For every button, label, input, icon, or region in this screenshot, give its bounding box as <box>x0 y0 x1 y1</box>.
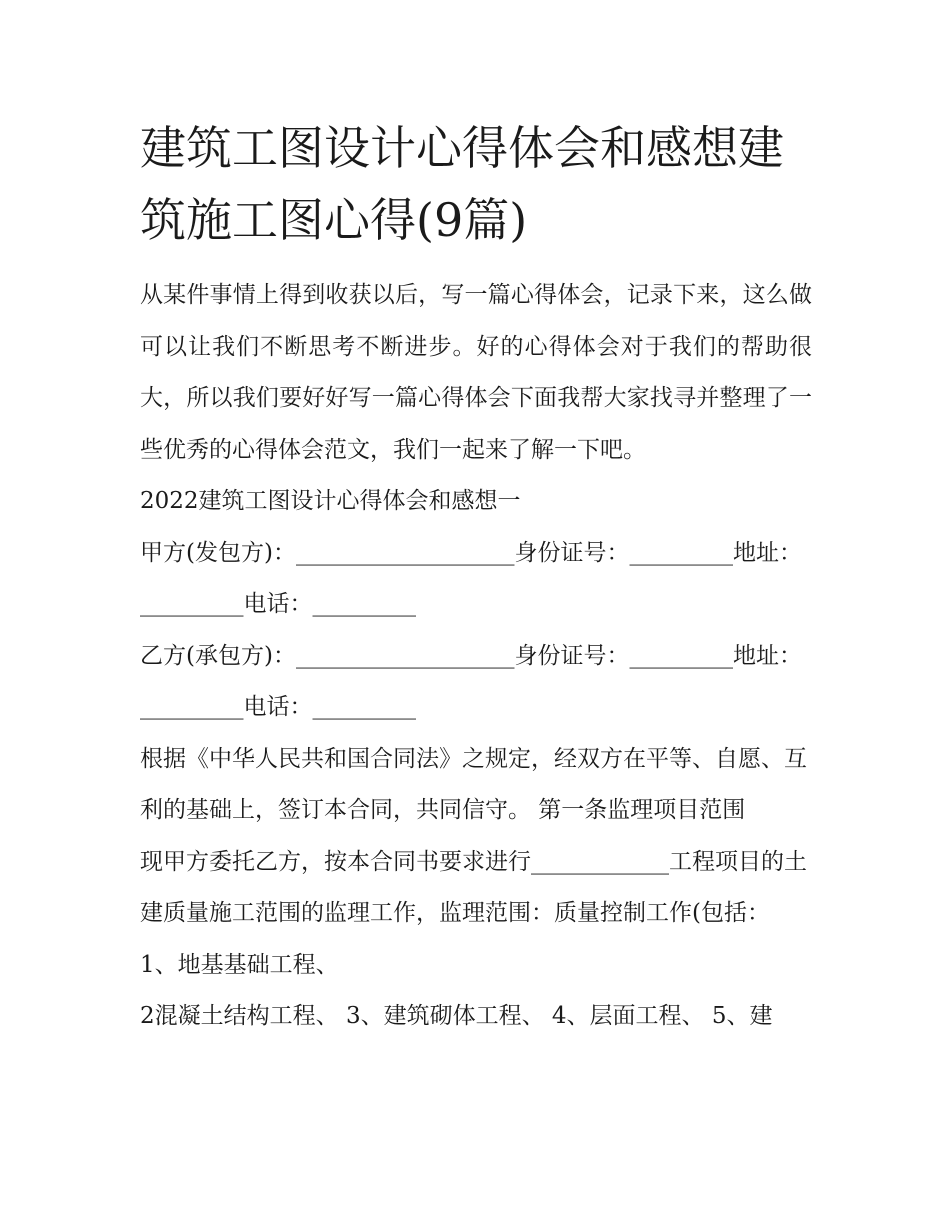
intro-paragraph: 从某件事情上得到收获以后，写一篇心得体会，记录下来，这么做可以让我们不断思考不断进步。好的心得体会对于我们的帮助很大，所以我们要好好写一篇心得体会下面我帮大家找寻并整理了一些优秀的心得体会范文，我们一起来了解一下吧。 <box>140 282 812 463</box>
party-a-info: 甲方(发包方)：___________________身份证号：_________地址：_________电话：_________ <box>140 539 802 617</box>
supervision-scope-paragraph: 现甲方委托乙方，按本合同书要求进行____________工程项目的土建质量施工范围的监理工作，监理范围：质量控制工作(包括： 1、地基基础工程、 <box>140 848 807 978</box>
party-b-info: 乙方(承包方)：___________________身份证号：_________地址：_________电话：_________ <box>140 642 802 720</box>
engineering-list-paragraph: 2混凝土结构工程、 3、建筑砌体工程、 4、层面工程、 5、建 <box>140 1003 773 1029</box>
contract-basis-paragraph: 根据《中华人民共和国合同法》之规定，经双方在平等、自愿、互利的基础上，签订本合同，共同信守。 第一条监理项目范围 <box>140 745 807 823</box>
document-title: 建筑工图设计心得体会和感想建筑施工图心得(9篇) <box>140 121 784 247</box>
section-heading: 2022建筑工图设计心得体会和感想一 <box>140 488 521 514</box>
document-body <box>140 112 812 1043</box>
